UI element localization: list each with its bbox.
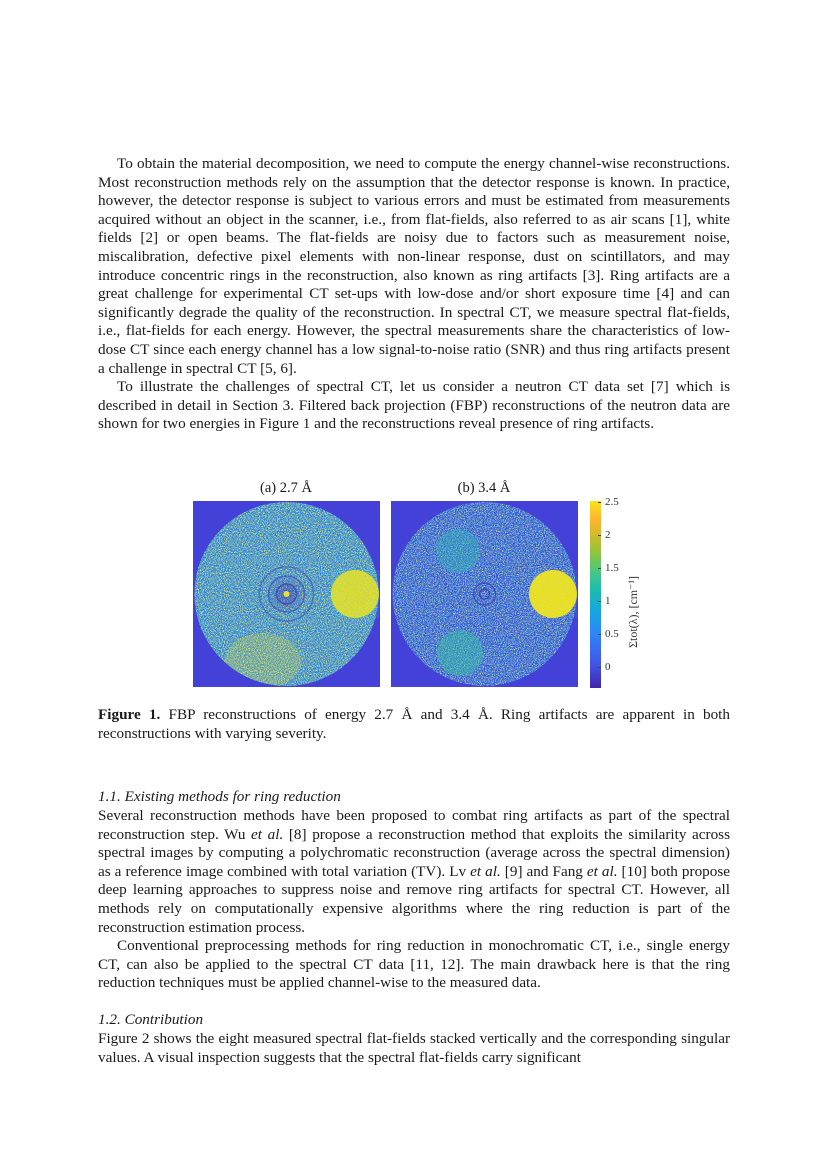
- reconstruction-image-2-7: [193, 501, 380, 687]
- section-1-1-paragraph-1: [98, 807, 730, 937]
- section-1-2-text: [98, 1030, 730, 1067]
- section-1-1-text: [98, 807, 730, 993]
- colorbar: [590, 501, 601, 688]
- colorbar-tick-2: 2: [605, 529, 611, 541]
- text-run-italic: et al.: [586, 862, 618, 880]
- colorbar-tick-2-5: 2.5: [605, 496, 619, 508]
- text-run: [8] propose a reconstruction method that exploits the similarity across spectral images by computing a polychromatic reconstruction (average across the spectral dimension) as a reference image combined with total variation (TV). Lv: [98, 825, 730, 880]
- colorbar-tick-mark: [598, 568, 601, 569]
- colorbar-tick-mark: [598, 502, 601, 503]
- intro-paragraph-2: To illustrate the challenges of spectral CT, let us consider a neutron CT data set [7] which is described in detail in Section 3. Filtered back projection (FBP) reconstructions of the neutron data are shown for two energies in Figure 1 and the reconstructions reveal presence of ring artifacts.: [98, 378, 730, 433]
- colorbar-tick-mark: [598, 667, 601, 668]
- text-run-italic: et al.: [251, 825, 284, 843]
- colorbar-tick-1: 1: [605, 595, 611, 607]
- intro-text: [98, 155, 730, 434]
- text-run-italic: et al.: [470, 862, 501, 880]
- caption-text: FBP reconstructions of energy 2.7 Å and 3.4 Å. Ring artifacts are apparent in both reconstructions with varying severity.: [98, 706, 730, 742]
- text-run: [10] both propose deep learning approaches to suppress noise and remove ring artifacts for spectral CT. However, all methods rely on computationally expensive algorithms where the ring reduction is part of the reconstruction estimation process.: [98, 862, 731, 936]
- intro-paragraph-1: To obtain the material decomposition, we need to compute the energy channel-wise reconstructions. Most reconstruction methods rely on the assumption that the detector response is known. In practice, however, the detector response is subject to various errors and must be estimated from measurements acquired without an object in the scanner, i.e., from flat-fields, also referred to as air scans [1], white fields [2] or open beams. The flat-fields are noisy due to factors such as measurement noise, miscalibration, defective pixel elements with non-linear response, dust on scintillators, and may introduce concentric rings in the reconstruction, also known as ring artifacts [3]. Ring artifacts are a great challenge for experimental CT set-ups with low-dose and/or short exposure time [4] and can significantly degrade the quality of the reconstruction. In spectral CT, we measure spectral flat-fields, i.e., flat-fields for each energy. However, the spectral measurements share the characteristics of low-dose CT since each energy channel has a low signal-to-noise ratio (SNR) and thus ring artifacts present a challenge in spectral CT [5, 6].: [98, 155, 730, 377]
- reconstruction-image-3-4: [391, 501, 578, 687]
- panel-b-title: (b) 3.4 Å: [457, 480, 511, 496]
- text-run: Several reconstruction methods have been proposed to combat ring artifacts as part of the spectral reconstruction step. Wu: [98, 807, 730, 843]
- section-heading-1-2: 1.2. Contribution: [98, 1011, 204, 1028]
- colorbar-tick-1-5: 1.5: [605, 562, 619, 574]
- panel-a-title: (a) 2.7 Å: [260, 480, 312, 496]
- colorbar-tick-0: 0: [605, 661, 611, 673]
- colorbar-tick-mark: [598, 535, 601, 536]
- colorbar-tick-0-5: 0.5: [605, 628, 619, 640]
- section-1-2-paragraph-1: Figure 2 shows the eight measured spectral flat-fields stacked vertically and the corresponding singular values. A visual inspection suggests that the spectral flat-fields carry significant: [98, 1030, 730, 1066]
- colorbar-tick-mark: [598, 601, 601, 602]
- section-1-1-paragraph-2: Conventional preprocessing methods for ring reduction in monochromatic CT, i.e., single energy CT, can also be applied to the spectral CT data [11, 12]. The main drawback here is that the ring reduction techniques must be applied channel-wise to the measured data.: [98, 937, 730, 992]
- colorbar-tick-mark: [598, 634, 601, 635]
- text-run: [9] and Fang: [500, 862, 587, 880]
- colorbar-label: Σtot(λ), [cm⁻¹]: [626, 575, 640, 648]
- section-heading-1-1: 1.1. Existing methods for ring reduction: [98, 788, 341, 805]
- figure-1-caption: [98, 706, 730, 743]
- caption-label: Figure 1.: [98, 706, 161, 723]
